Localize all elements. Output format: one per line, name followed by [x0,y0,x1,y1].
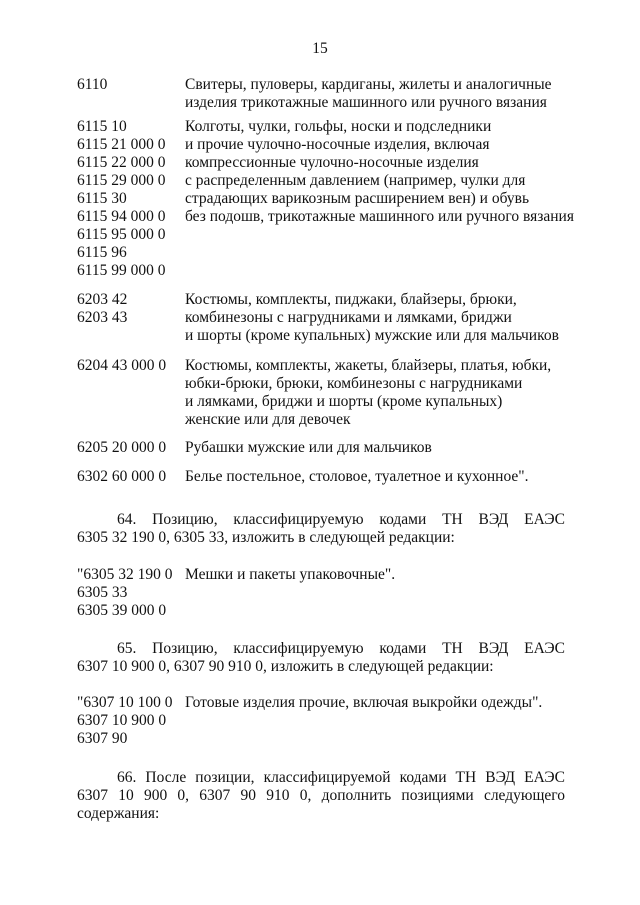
row-description [185,694,575,712]
description-line: компрессионные чулочно-носочные изделия [185,154,479,171]
code-cell: 6110 [77,76,108,93]
paragraph-line: 64. Позицию, классифицируемую кодами ТН ВЭД ЕАЭС [117,511,565,528]
code-cell: 6203 43 [77,309,128,326]
row-description [185,291,575,345]
description-line: изделия трикотажные машинного или ручного вязания [185,94,547,111]
paragraph-line: 6307 10 900 0, 6307 90 910 0, дополнить позициями следующего [77,787,565,804]
code-cell: 6115 94 000 0 [77,208,166,225]
paragraph-64 [77,511,565,547]
paragraph-line: 6305 32 190 0, 6305 33, изложить в следующей редакции: [77,529,455,546]
row-codes [77,439,187,457]
description-line: Рубашки мужские или для мальчиков [185,439,432,456]
code-cell: 6204 43 000 0 [77,357,167,374]
description-line: страдающих варикозным расширением вен) и обувь [185,190,530,207]
description-line: с распределенным давлением (например, чулки для [185,172,526,189]
paragraph-line: содержания: [77,805,160,822]
row-codes [77,694,187,748]
description-line: и лямками, бриджи и шорты (кроме купальных) [185,393,503,410]
row-codes [77,357,187,375]
paragraph-line: 66. После позиции, классифицируемой кодами ТН ВЭД ЕАЭС [117,769,565,786]
paragraph-66 [77,769,565,823]
code-cell: 6203 42 [77,291,128,308]
row-description [185,76,575,112]
paragraph-65 [77,640,565,676]
row-codes [77,566,187,620]
description-line: Костюмы, комплекты, пиджаки, блайзеры, брюки, [185,291,517,308]
code-cell: "6305 32 190 0 [77,566,173,583]
row-codes [77,291,187,327]
description-line: Белье постельное, столовое, туалетное и кухонное". [185,468,529,485]
code-cell: 6115 21 000 0 [77,136,166,153]
code-cell: 6205 20 000 0 [77,439,167,456]
code-cell: "6307 10 100 0 [77,694,173,711]
description-line: и прочие чулочно-носочные изделия, включая [185,136,490,153]
code-cell: 6307 90 [77,730,128,747]
code-cell: 6302 60 000 0 [77,468,167,485]
description-line: без подошв, трикотажные машинного или ручного вязания [185,208,574,225]
row-description [185,439,575,457]
row-description [185,118,575,226]
code-cell: 6115 22 000 0 [77,154,166,171]
code-cell: 6115 10 [77,118,127,135]
description-line: Костюмы, комплекты, жакеты, блайзеры, платья, юбки, [185,357,552,374]
code-cell: 6115 30 [77,190,127,207]
row-codes [77,76,187,94]
description-line: Мешки и пакеты упаковочные". [185,566,396,583]
code-cell: 6115 29 000 0 [77,172,166,189]
row-description [185,357,575,429]
code-cell: 6115 99 000 0 [77,262,166,279]
description-line: Колготы, чулки, гольфы, носки и подследники [185,118,492,135]
paragraph-line: 6307 10 900 0, 6307 90 910 0, изложить в следующей редакции: [77,658,494,675]
description-line: Свитеры, пуловеры, кардиганы, жилеты и аналогичные [185,76,552,93]
row-codes [77,468,187,486]
description-line: Готовые изделия прочие, включая выкройки одежды". [185,694,543,711]
code-cell: 6305 39 000 0 [77,602,167,619]
description-line: комбинезоны с нагрудниками и лямками, бриджи [185,309,512,326]
code-cell: 6305 33 [77,584,128,601]
row-codes [77,118,187,280]
description-line: и шорты (кроме купальных) мужские или для мальчиков [185,327,559,344]
page-number: 15 [312,40,328,57]
description-line: женские или для девочек [185,411,351,428]
description-line: юбки-брюки, брюки, комбинезоны с нагрудниками [185,375,523,392]
code-cell: 6115 96 [77,244,127,261]
row-description [185,468,575,486]
row-description [185,566,575,584]
paragraph-line: 65. Позицию, классифицируемую кодами ТН ВЭД ЕАЭС [117,640,565,657]
code-cell: 6307 10 900 0 [77,712,167,729]
code-cell: 6115 95 000 0 [77,226,166,243]
